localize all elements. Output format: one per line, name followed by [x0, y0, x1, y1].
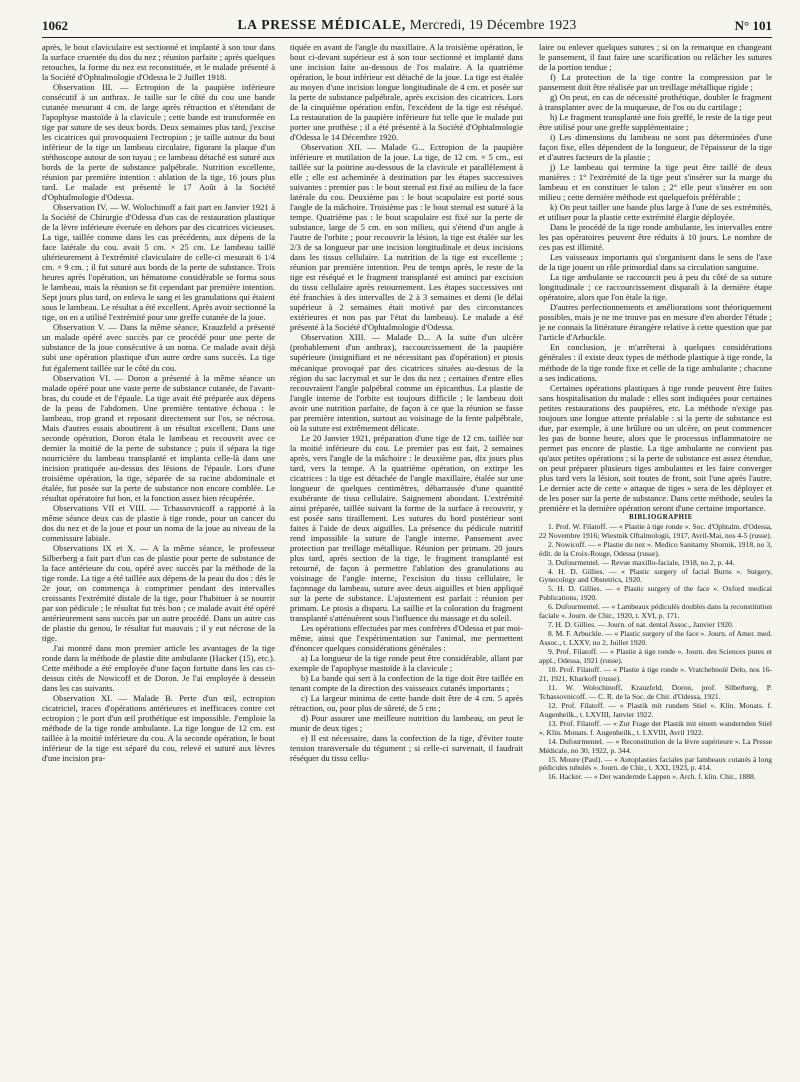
bibliography-entry: 4. H. D. Gillies. — « Plastic surgery of facial Burns ». Surgery, Gynecology and Obstetrics, 1920. [539, 566, 772, 585]
bibliography-entry: 15. Moure (Paul). — « Autoplasties faciales par lambeaux cutanés à long pédicules tubulés ». Journ. de Chir., t. XXI, 1923, p. 414. [539, 754, 772, 773]
paragraph: Dans le procédé de la tige ronde ambulante, les intervalles entre les pas opératoires peuvent être réduits à 10 jours. Le nombre de ces pas est illimité. [539, 222, 772, 253]
paragraph: Observation V. — Dans la même séance, Krauzfeld a présenté un malade opéré avec succès par ce procédé pour une perte de substance de la joue consécutive à un noma. Ce malade avait déjà subi une opération plastique d'un autre ordre sans succès. La tige fut également taillée sur le côté du cou. [42, 322, 275, 373]
paragraph: La tige ambulante se raccourcit peu à peu du côté de sa suture longitudinale ; ce raccourcissement disparaît à la dernière étape opératoire, alors que l'on étale la tige. [539, 272, 772, 303]
bibliography-entry: 8. M. F. Arbuckle. — « Plastic surgery of the face ». Journ. of Amer. med. Assoc., t. LXXV, no 2, Juillet 1920. [539, 629, 772, 648]
bibliography-entry: 12. Prof. Filatoff. — « Plastik mit rundem Stiel ». Klin. Monats. f. Augenheilk., t. LXVIII, Janvier 1922. [539, 700, 772, 719]
paragraph: Observations VII et VIII. — Tchassovnicoff a rapporté à la même séance deux cas de plastie à tige ronde, pour un cancer du dos du nez et de la joue et pour un noma de la joue au niveau de la commissure labiale. [42, 502, 275, 543]
paragraph: Observation XII. — Malade G... Ectropion de la paupière inférieure et mutilation de la joue. La tige, de 12 cm. × 5 cm., est taillée sur la poitrine au-dessous de la clavicule et parallèlement à elle ; elle est acheminée à destination par les étapes successives suivantes : premier pas : le bout sternal est fixé au milieu de la face latérale du cou. Deuxième pas : le bout scapulaire est porté sous l'angle de la mâchoire. Troisième pas : le bout sternal est suturé à la tempe. Quatrième pas : le bout scapulaire est fixé sur la perte de substance, large de 5 cm. en son milieu, qui s'étend d'un angle à l'autre de l'orbite ; pour recouvrir la lésion, la tige est étalée sur les 2/3 de sa longueur par une incision longitudinale et deux incisions dans les tissus cellulaire. La nutrition de la tige est excellente ; réunion par première intention. Peu de temps après, le reste de la tige est réséqué et le fragment transplanté est aminci par excision du tissu cellulaire après retournement. Les étapes successives ont été franchies à des intervalles de 2 à 3 semaines et demi (le délai supérieur à 2 semaines était motivé par des circonstances extérieures et non pas par l'état du lambeau). Le malade a été présenté à la Société d'Ophtalmologie d'Odessa. [290, 142, 523, 333]
bibliography-entry: 14. Dufourmentel. — « Reconstitution de la lèvre supérieure ». La Presse Médicale, no 30, 1922, p. 344. [539, 736, 772, 755]
bibliography-entry: 10. Prof. Filatoff. — « Plastie à tige ronde ». Vratchebnoïé Delo, nos 16-21, 1921, Kharkoff (russe). [539, 665, 772, 683]
paragraph: Observation III. — Ectropion de la paupière inférieure consécutif à un anthrax. Je taille sur le côté du cou une bande cutanée mesurant 4 cm. de large après rétraction et s'étendant de l'apophyse mastoïde à la clavicule ; cette bande est transformée en tige par suture de ses deux bords. Deux semaines plus tard, j'excise les cicatrices qui provoquaient l'ectropion ; je taille autour du bout inférieur de la tige un lambeau circulaire, figurant la plaque d'un stéthoscope autour de son tuyau ; ce lambeau détaché est suturé aux bords de la perte de substance palpébrale. Nutrition excellente, réunion par première intention : ablation de la tige, 16 jours plus tard. Le malade est présenté le 17 Août à la Société d'Ophtalmologie d'Odessa. [42, 82, 275, 203]
bibliography-entry: 9. Prof. Filatoff. — « Plastie à tige ronde ». Journ. des Sciences pures et appl., Odessa, 1921 (russe). [539, 647, 772, 666]
paragraph: J'ai montré dans mon premier article les avantages de la tige ronde dans la méthode de plastie dite ambulante (Hacker (15), etc.). Cette méthode a été employée d'une façon fortuite dans les cas ci-dessus cités de Nowicoff et de Doron. Je l'ai employée à dessein dans les cas suivants. [42, 642, 275, 693]
paragraph: h) Le fragment transplanté une fois greffé, le reste de la tige peut être utilisé pour une greffe supplémentaire ; [539, 112, 772, 133]
paragraph: Observation IV. — W. Wolochinoff a fait part en Janvier 1921 à la Société de Chirurgie d'Odessa d'un cas de restauration plastique de la lèvre inférieure éversée en dehors par des cicatrices vicieuses. La tige, taillée comme dans les cas précédents, aux dépens de la face latérale du cou. avait 5 cm. × 25 cm. Le lambeau taillé ultérieurement à l'extrémité claviculaire de celle-ci mesurait 6 1/4 cm. × 9 cm. ; il fut suturé aux bords de la perte de substance. Trois heures après l'opération, un hématome considérable se forma sous le lambeau, mais la réunion se fit cependant par première intention. Sept jours plus tard, on enleva le sang et les granulations qui étaient sous le lambeau. Le résultat a été excellent. Après avoir sectionné la tige, on en a utilisé l'extrémité pour une greffe cutanée de la joue. [42, 202, 275, 323]
bibliography-entry: 5. H. D. Gillies. — « Plastic surgery of the face ». Oxford medical Publications, 1920. [539, 584, 772, 603]
paragraph: e) Il est nécessaire, dans la confection de la tige, d'éviter toute tension transversale du tégument ; si celle-ci survenait, il faudrait réséquer du tissu cellu- [290, 733, 523, 764]
column-3 [539, 42, 772, 1072]
column-1 [42, 42, 275, 1072]
paragraph: Certaines opérations plastiques à tige ronde peuvent être faites sans hospitalisation du malade : elles sont indiquées pour certaines petites restaurations des paupières, etc. La méthode n'exige pas toujours une longue attente préalable : si la perte de substance est due, par exemple, à une brûlure ou un ulcère, on peut commencer les pas de bonne heure, alors que le processus inflammatoire ne permet pas encore de plastie. La tige ambulante ne convient pas qu'aux petites opérations ; si la perte de substance est assez étendue, on peut préparer plusieurs tiges ambulantes et les faire converger plus tard vers la lésion, soit toutes de front, soit l'une après l'autre. Le dernier acte de cette « attaque de tiges » sera de les déployer et de les poser sur la perte de substance. Dans cette méthode, seules la première et la dernière opération seront d'une certaine importance. [539, 382, 772, 513]
page-header [42, 16, 772, 38]
paragraph: g) On peut, en cas de nécessité prothétique, doubler le fragment à transplanter avec de la muqueuse, de l'os ou du cartilage ; [539, 92, 772, 113]
paragraph: Les vaisseaux importants qui s'organisent dans le sens de l'axe de la tige jouent un rôle primordial dans sa circulation sanguine. [539, 252, 772, 273]
paragraph: tiquée en avant de l'angle du maxillaire. A la troisième opération, le bout ci-devant supérieur est à son tour sectionné et implanté dans une incision faite au-dessous de l'os malaire. A la quatrième opération, le bout inférieur est détaché de la joue. La tige est étalée au moyen d'une incision longue longitudinale de 4 cm. et posée sur la perte de substance palpébrale, après excision des cicatrices. Lors de la cinquième opération enfin, l'excédent de la tige est réséqué. La restauration de la paupière inférieure fut telle que le malade put porter une prothèse ; il a été présenté à la Société d'Ophtalmologie d'Odessa le 14 Décembre 1920. [290, 42, 523, 143]
bibliography-entry: 16. Hacker. — « Der wandernde Lappen ». Arch. f. klin. Chir., 1888. [548, 772, 756, 782]
paragraph: après, le bout claviculaire est sectionné et implanté à son tour dans la surface cruentée du dos du nez ; réunion parfaite ; après quelques retouches, la forme du nez est reconstituée, et le malade présenté à la Société d'Ophtalmologie d'Odessa le 2 Juillet 1918. [42, 42, 275, 83]
bibliography-entry: 1. Prof. W. Filatoff. — « Plastie à tige ronde ». Soc. d'Ophtalm. d'Odessa, 22 Novembre 1916; Wiestnik Oftalmologii, 1917, Avril-Mai, nos 4-5 (russe). [539, 521, 772, 540]
paragraph: Observation XI. — Malade B. Perte d'un œil, ectropion cicatriciel, traces d'opérations antérieures et inefficaces contre cet ectropion ; le port d'un œil prothétique est impossible. J'emploie la méthode de la tige ronde ambulante. La tige longue de 12 cm. est taillée à la moitié inférieure du cou. A la seconde opération, le bout inférieur de la tige est séparé du cou, relevé et suturé aux lèvres d'une incision pra- [42, 693, 275, 764]
journal-name: LA PRESSE MÉDICALE, [237, 17, 407, 32]
bibliography-entry: 11. W. Wolochinoff, Krauzfeld, Doron, prof. Silberberg, P. Tchassovnicoff. — C. R. de la Soc. de Chir. d'Odessa, 1921. [539, 682, 772, 701]
paragraph: a) La longueur de la tige ronde peut être considérable, allant par exemple de l'apophyse mastoïde à la clavicule ; [290, 652, 523, 673]
paragraph: Le 20 Janvier 1921, préparation d'une tige de 12 cm. taillée sur la moitié inférieure du cou. Le premier pas est fait, 2 semaines après, vers l'angle de la mâchoire : le deuxième pas, dix jours plus tard, vers la tempe. A la quatrième opération, on extirpe les cicatrices : la tige est détachée de l'angle maxillaire, étalée sur une longueur de quelques centimètres, débarrassée d'une quantité exubérante de tissu cellulaire. Saignement abondant. L'extrémité ainsi préparée, taillée suivant la forme de la surface à recouvrir, y est posée sans tiraillement. Les sutures du bord postérieur sont faites à l'aide de deux aiguilles. La présence du pédicule nutritif rend impossible la suture de l'angle interne. Pansement avec protection par treillage métallique. Réunion per primam. 20 jours plus tard, après section de la tige, le fragment transplanté est retourné, de façon à permettre l'ablation des granulations au voisinage de l'angle interne, l'excision du tissu cellulaire, le façonnage du lambeau, suture avec deux aiguilles et bien appliqué sur la perte de substance. L'ajustement est parfait : réunion per primam. Le ptosis a disparu. La saillie et la coloration du fragment transplanté s'atténuèrent sous l'influence du massage et du soleil. [290, 432, 523, 623]
bibliography-entry: 13. Prof. Filatoff. — « Zur Frage der Plastik mit einem wandernden Stiel ». Klin. Monats. f. Augenheilk., t. LXVIII, Avril 1922. [539, 718, 772, 737]
bibliography-entry: 6. Dufourmentel. — « Lambeaux pédiculés doubles dans la reconstitution faciale ». Journ. de Chir., 1920, t. XVI, p. 171. [539, 602, 772, 621]
paragraph: f) La protection de la tige contre la compression par le pansement doit être réalisée par un treillage métallique rigide ; [539, 72, 772, 93]
bibliography-list [539, 523, 772, 783]
issue-number: N° 101 [734, 18, 772, 33]
bibliography-heading: BIBLIOGRAPHIE [629, 513, 693, 521]
paragraph: Observations IX et X. — A la même séance, le professeur Silberberg a fait part d'un cas de plastie pour perte de substance de la face antérieure du cou, opéré avec succès par la méthode de la tige ronde. La tige a été taillée aux dépens de la peau du dos : dès le 2e jour, on commença à comprimer pendant des intervalles croissants l'extrémité distale de la tige, pour l'habituer à se nourrir par son pédicule ; le résultat fut très bon ; ce malade avait été opéré antérieurement sans succès par un autre procédé. Dans un autre cas de plastie du genou, le résultat fut mauvais ; il y eut nécrose de la tige. [42, 542, 275, 643]
paragraph: i) Les dimensions du lambeau ne sont pas déterminées d'une façon fixe, elles dépendent de la longueur, de l'épaisseur de la tige et d'autres facteurs de la plastie ; [539, 132, 772, 163]
column-2 [290, 42, 523, 1072]
paragraph: En conclusion, je m'arrêterai à quelques considérations générales : il existe deux types de méthode plastique à tige ronde, la méthode de la tige ronde fixe et celle de la tige ambulante ; chacune a ses indications. [539, 342, 772, 383]
paragraph: k) On peut tailler une bande plus large à l'une de ses extrémités, et utiliser pour la plastie cette extrémité élargie déployée. [539, 202, 772, 223]
paragraph: laire ou enlever quelques sutures ; si on la remarque en changeant le pansement, il faut faire une scarification ou relâcher les sutures de la portion tendue ; [539, 42, 772, 73]
running-title [42, 17, 772, 33]
paragraph: d) Pour assurer une meilleure nutrition du lambeau, on peut le munir de deux tiges ; [290, 713, 523, 734]
issue-date: Mercredi, 19 Décembre 1923 [409, 17, 577, 32]
paragraph: b) La bande qui sert à la confection de la tige doit être taillée en tenant compte de la direction des vaisseaux cutanés importants ; [290, 672, 523, 693]
paragraph: D'autres perfectionnements et améliorations sont théoriquement possibles, mais je ne me trouve pas en mesure d'en aborder l'étude ; je ne connais la littérature étrangère relative à cette question que par l'article d'Arbuckle. [539, 302, 772, 343]
page-number: 1062 [42, 18, 68, 33]
bibliography-entry: 7. H. D. Gillies. — Journ. of nat. dental Assoc., Janvier 1920. [548, 620, 734, 630]
article-body [42, 42, 772, 1072]
bibliography-entry: 3. Dufourmentel. — Revue maxillo-faciale, 1918, no 2, p. 44. [548, 557, 735, 567]
paragraph: Les opérations effectuées par mes confrères d'Odessa et par moi-même, ainsi que l'expérimentation sur l'animal, me permettent d'énoncer quelques considérations générales : [290, 622, 523, 653]
paragraph: Observation XIII. — Malade D... A la suite d'un ulcère (probablement d'un anthrax), raccourcissement de la paupière supérieure (insignifiant et ne nécessitant pas d'opération) et ptosis mécanique provoqué par des cicatrices situées au-dessus de la région du sac lacrymal et sur le dos du nez ; certaines d'entre elles recouvraient l'angle palpébral comme un épicanthus. La plastie de l'angle interne de l'orbite est toujours difficile ; le lambeau doit avoir une nutrition parfaite, de façon à ce que la réunion se fasse par première intention, surtout au voisinage de la fente palpébrale, où la suture est extrêmement délicate. [290, 332, 523, 433]
bibliography-entry: 2. Nowicoff. — « Plastie du nez ». Medico Sanitarny Sbornik, 1918, no 3, édit. de la Croix-Rouge, Odessa (russe). [539, 539, 772, 558]
paragraph: j) Le lambeau qui termine la tige peut être taillé de deux manières : 1° l'extrémité de la tige peut s'insérer sur la marge du lambeau et en constituer le talon ; 2° elle peut s'insérer en son milieu ; cette dernière méthode est quelquefois préférable ; [539, 162, 772, 203]
paragraph: c) La largeur minima de cette bande doit être de 4 cm. 5 après rétraction, ou, pour plus de sûreté, de 5 cm ; [290, 693, 523, 714]
paragraph: Observation VI. — Doron a présenté à la même séance un malade opéré pour une vaste perte de substance cutanée, de l'avant-bras, du coude et de l'épaule. La tige avait été préparée aux dépens de la peau de l'abdomen. Une première tentative échoua : le lambeau, trop grand et reposant directement sur l'os, se nécrosa. Mais d'autres essais aboutirent à un résultat excellent. Dans une seconde opération, Doron étala le lambeau et recouvrit avec ce dernier la moitié de la perte de substance ; puis il sépara la tige nourricière du lambeau transplanté et implanta celle-là dans une incision pratiquée au-dessus des lésions de l'épaule. Lors d'une troisième opération, la tige, séparée de sa racine abdominale et étalée, fut posée sur la perte de substance non encore comblée. Le résultat opératoire fut bon, et la fonction assez bien récupérée. [42, 372, 275, 503]
